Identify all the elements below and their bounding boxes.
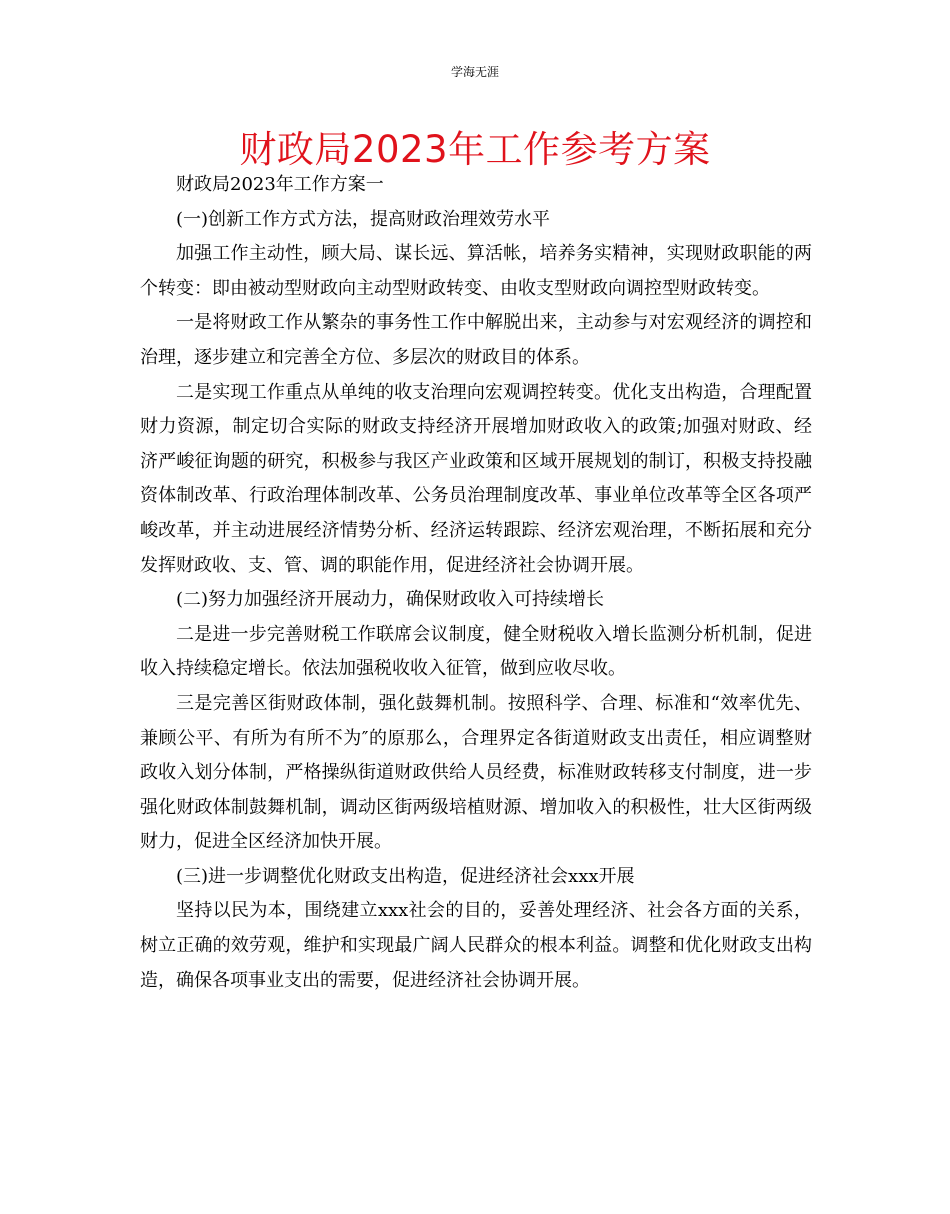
body-paragraph: 坚持以民为本，围绕建立xxx社会的目的，妥善处理经济、社会各方面的关系，树立正确的效劳观，维护和实现最广阔人民群众的根本利益。调整和优化财政支出构造，确保各项事业支出的需要，促进经济社会协调开展。 [140,900,812,991]
body-paragraph: 一是将财政工作从繁杂的事务性工作中解脱出来，主动参与对宏观经济的调控和治理，逐步建立和完善全方位、多层次的财政目的体系。 [140,312,812,368]
body-paragraph: 三是完善区街财政体制，强化鼓舞机制。按照科学、合理、标准和“效率优先、兼顾公平、有所为有所不为″的原那么，合理界定各街道财政支出责任，相应调整财政收入划分体制，严格操纵街道财政供给人员经费，标准财政转移支付制度，进一步强化财政体制鼓舞机制，调动区街两级培植财源、增加收入的积极性，壮大区街两级财力，促进全区经济加快开展。 [140,692,812,853]
body-paragraph: 加强工作主动性，顾大局、谋长远、算活帐，培养务实精神，实现财政职能的两个转变：即由被动型财政向主动型财政转变、由收支型财政向调控型财政转变。 [140,243,812,299]
body-paragraph: 二是实现工作重点从单纯的收支治理向宏观调控转变。优化支出构造，合理配置财力资源，制定切合实际的财政支持经济开展增加财政收入的政策;加强对财政、经济严峻征询题的研究，积极参与我区产业政策和区域开展规划的制订，积极支持投融资体制改革、行政治理体制改革、公务员治理制度改革、事业单位改革等全区各项严峻改革，并主动进展经济情势分析、经济运转跟踪、经济宏观治理，不断拓展和充分发挥财政收、支、管、调的职能作用，促进经济社会协调开展。 [140,381,812,576]
section-heading-3: (三)进一步调整优化财政支出构造，促进经济社会xxx开展 [176,865,635,887]
page-header: 学海无涯 [450,65,499,79]
section-heading-plan-one: 财政局2023年工作方案一 [176,174,384,195]
section-heading-1: (一)创新工作方式方法，提高财政治理效劳水平 [176,208,551,230]
document-title: 财政局2023年工作参考方案 [239,128,711,171]
body-paragraph: 二是进一步完善财税工作联席会议制度，健全财税收入增长监测分析机制，促进收入持续稳定增长。依法加强税收收入征管，做到应收尽收。 [140,623,812,680]
document-body [140,168,812,998]
section-heading-2: (二)努力加强经济开展动力，确保财政收入可持续增长 [176,589,605,611]
